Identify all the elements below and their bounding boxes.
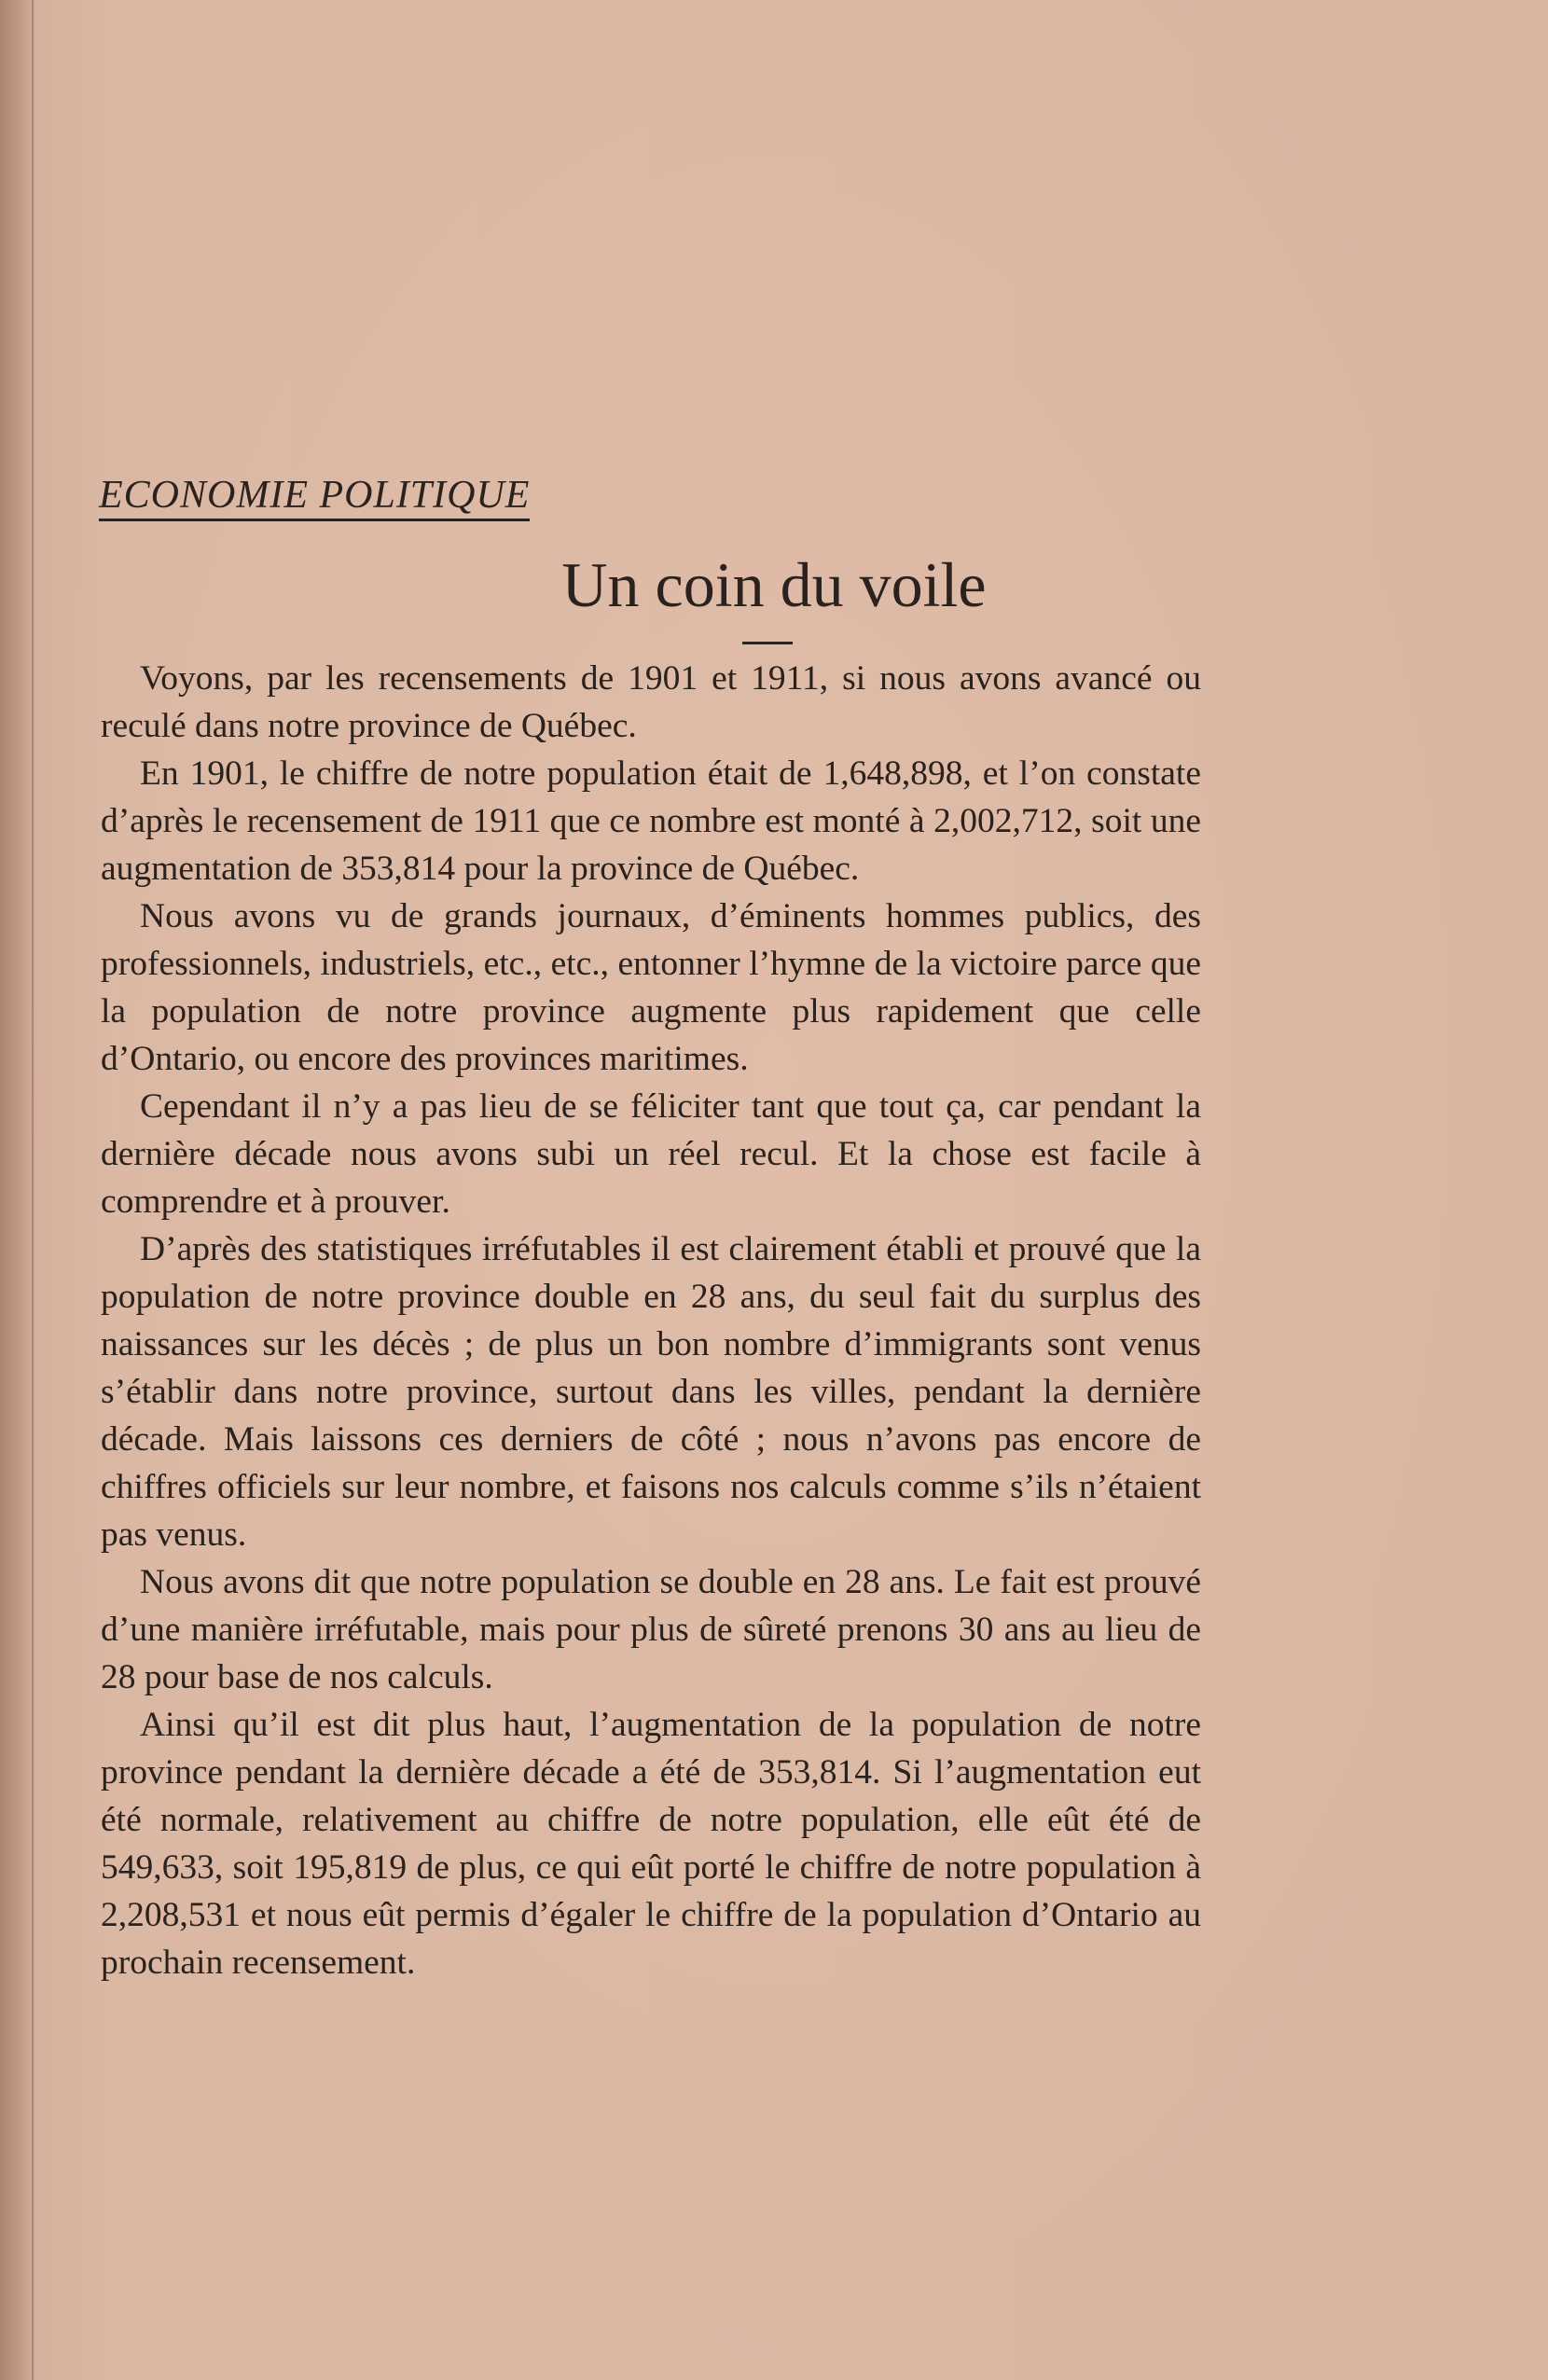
paragraph-6: Nous avons dit que notre population se double en 28 ans. Le fait est prouvé d’une manière irréfutable, mais pour plus de sûreté prenons 30 ans au lieu de 28 pour base de nos calculs. (101, 1563, 1201, 1696)
paragraph-5: D’après des statistiques irréfutables il est clairement établi et prouvé que la population de notre province double en 28 ans, du seul fait du surplus des naissances sur les décès ; de plus un bon nombre d’immigrants sont venus s’établir dans notre province, surtout dans les villes, pendant la dernière décade. Mais laissons ces derniers de côté ; nous n’avons pas encore de chiffres officiels sur leur nombre, et faisons nos calculs comme s’ils n’étaient pas venus. (101, 1230, 1201, 1554)
paragraph-1: Voyons, par les recensements de 1901 et 1911, si nous avons avancé ou reculé dans notre province de Québec. (101, 659, 1201, 745)
paragraph-4: Cependant il n’y a pas lieu de se féliciter tant que tout ça, car pendant la dernière décade nous avons subi un réel recul. Et la chose est facile à comprendre et à prouver. (101, 1087, 1201, 1221)
article-title: Un coin du voile (561, 549, 987, 620)
binding-line (32, 0, 34, 2380)
section-label: ECONOMIE POLITIQUE (99, 474, 530, 521)
title-rule (742, 642, 793, 644)
paragraph-7: Ainsi qu’il est dit plus haut, l’augmentation de la population de notre province pendant la dernière décade a été de 353,814. Si l’augmentation eut été normale, relativement au chiffre de notre population, elle eût été de 549,633, soit 195,819 de plus, ce qui eût porté le chiffre de notre population à 2,208,531 et nous eût permis d’égaler le chiffre de la population d’Ontario au prochain recensement. (101, 1706, 1201, 1982)
paragraph-2: En 1901, le chiffre de notre population était de 1,648,898, et l’on constate d’après le recensement de 1911 que ce nombre est monté à 2,002,712, soit une augmentation de 353,814 pour la province de Québec. (101, 754, 1201, 888)
article-body (101, 655, 1201, 1986)
paragraph-3: Nous avons vu de grands journaux, d’éminents hommes publics, des professionnels, industriels, etc., etc., entonner l’hymne de la victoire parce que la population de notre province augmente plus rapidement que celle d’Ontario, ou encore des provinces maritimes. (101, 897, 1201, 1078)
